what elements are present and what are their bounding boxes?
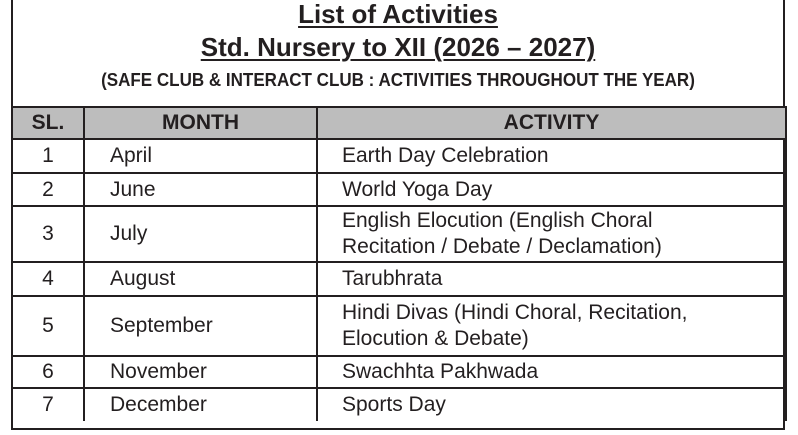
table-row bbox=[12, 356, 786, 388]
table-row bbox=[12, 388, 786, 421]
page-caption: (SAFE CLUB & INTERACT CLUB : ACTIVITIES THROUGHOUT THE YEAR) bbox=[101, 69, 695, 90]
cell-month: December bbox=[84, 388, 317, 421]
table-row bbox=[12, 173, 786, 206]
column-header-month: MONTH bbox=[84, 107, 317, 139]
activity-line: World Yoga Day bbox=[342, 177, 493, 201]
table-row bbox=[12, 139, 786, 173]
cell-sl: 2 bbox=[12, 173, 84, 206]
cell-sl: 3 bbox=[12, 206, 84, 262]
table-header-row bbox=[12, 107, 786, 139]
cell-month: April bbox=[84, 139, 317, 173]
activity-line: Sports Day bbox=[342, 393, 446, 416]
cell-sl: 1 bbox=[12, 139, 84, 173]
activity-line: Elocution & Debate) bbox=[342, 327, 529, 350]
page-title: List of Activities bbox=[298, 0, 498, 29]
activity-line: Swachhta Pakhwada bbox=[342, 360, 539, 383]
document-frame bbox=[11, 0, 785, 430]
activities-table bbox=[11, 106, 787, 421]
activity-line: English Elocution (English Choral bbox=[342, 209, 653, 232]
cell-sl: 5 bbox=[12, 296, 84, 356]
cell-month: June bbox=[84, 173, 317, 206]
table-row bbox=[12, 206, 786, 262]
cell-activity bbox=[317, 173, 786, 206]
cell-activity bbox=[317, 356, 786, 388]
cell-sl: 6 bbox=[12, 356, 84, 388]
activity-line: Hindi Divas (Hindi Choral, Recitation, bbox=[342, 301, 688, 324]
column-header-sl: SL. bbox=[12, 107, 84, 139]
table-row bbox=[12, 296, 786, 356]
page-subtitle: Std. Nursery to XII (2026 – 2027) bbox=[200, 32, 596, 62]
cell-month: September bbox=[84, 296, 317, 356]
cell-activity bbox=[317, 388, 786, 421]
cell-activity bbox=[317, 206, 786, 262]
cell-sl: 7 bbox=[12, 388, 84, 421]
column-header-activity: ACTIVITY bbox=[317, 107, 786, 139]
cell-activity bbox=[317, 139, 786, 173]
cell-month: August bbox=[84, 262, 317, 296]
activity-line: Tarubhrata bbox=[342, 267, 443, 290]
cell-sl: 4 bbox=[12, 262, 84, 296]
activity-line: Earth Day Celebration bbox=[342, 144, 549, 167]
table-row bbox=[12, 262, 786, 296]
cell-activity bbox=[317, 296, 786, 356]
activity-line: Recitation / Debate / Declamation) bbox=[342, 235, 662, 258]
cell-activity bbox=[317, 262, 786, 296]
cell-month: July bbox=[84, 206, 317, 262]
cell-month: November bbox=[84, 356, 317, 388]
